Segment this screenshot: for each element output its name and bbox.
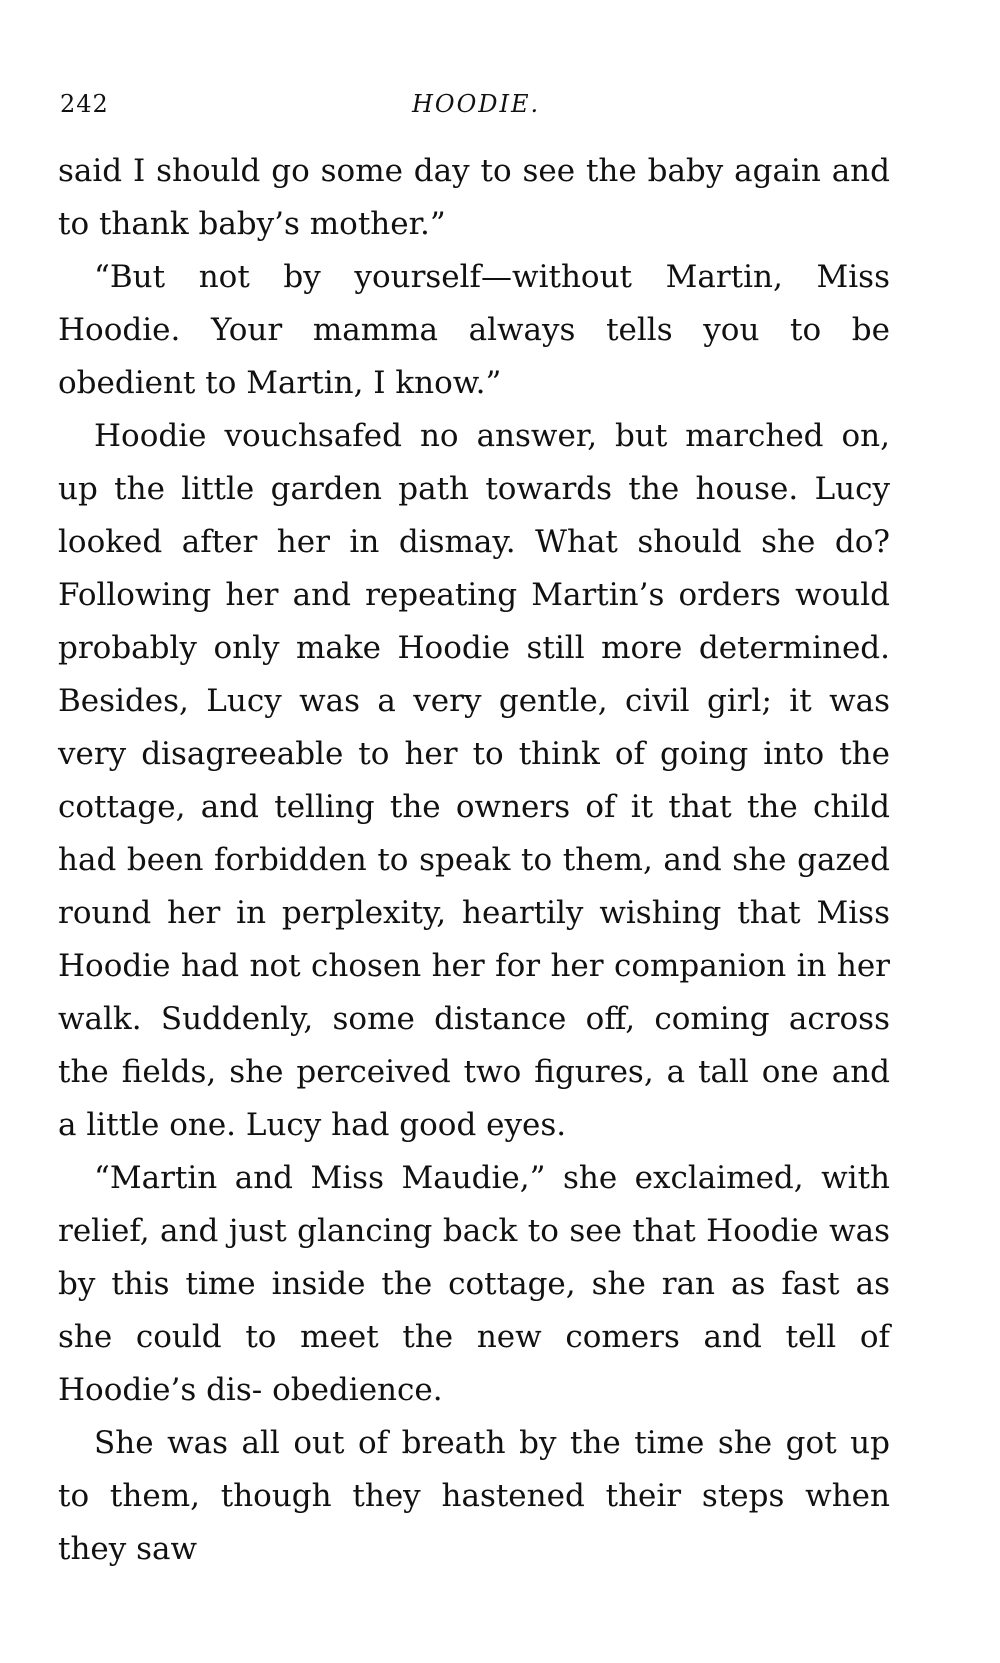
paragraph-4: “Martin and Miss Maudie,” she exclaimed, with relief, and just glancing back to see that Hoodie was by this time inside the cottage, she ran as fast as she could to meet the new comers and tell of Hoodie’s dis- obedience.: [58, 1160, 890, 1408]
paragraph-5: She was all out of breath by the time she got up to them, though they hastened their steps when they saw: [58, 1425, 890, 1567]
paragraph-2: “But not by yourself—without Martin, Miss Hoodie. Your mamma always tells you to be obedient to Martin, I know.”: [58, 259, 890, 401]
running-title: HOODIE.: [412, 90, 541, 118]
paragraph-3: Hoodie vouchsafed no answer, but marched on, up the little garden path towards the house. Lucy looked after her in dismay. What should she do? Following her and repeating Martin’s orders would probably only make Hoodie still more determined. Besides, Lucy was a very gentle, civil girl; it was very disagreeable to her to think of going into the cottage, and telling the owners of it that the child had been forbidden to speak to them, and she gazed round her in perplexity, heartily wishing that Miss Hoodie had not chosen her for her companion in her walk. Suddenly, some distance off, coming across the fields, she perceived two figures, a tall one and a little one. Lucy had good eyes.: [58, 418, 890, 1143]
paragraph-1: said I should go some day to see the baby again and to thank baby’s mother.”: [58, 153, 890, 242]
page-body: [58, 145, 890, 1576]
page-number: 242: [60, 90, 109, 118]
